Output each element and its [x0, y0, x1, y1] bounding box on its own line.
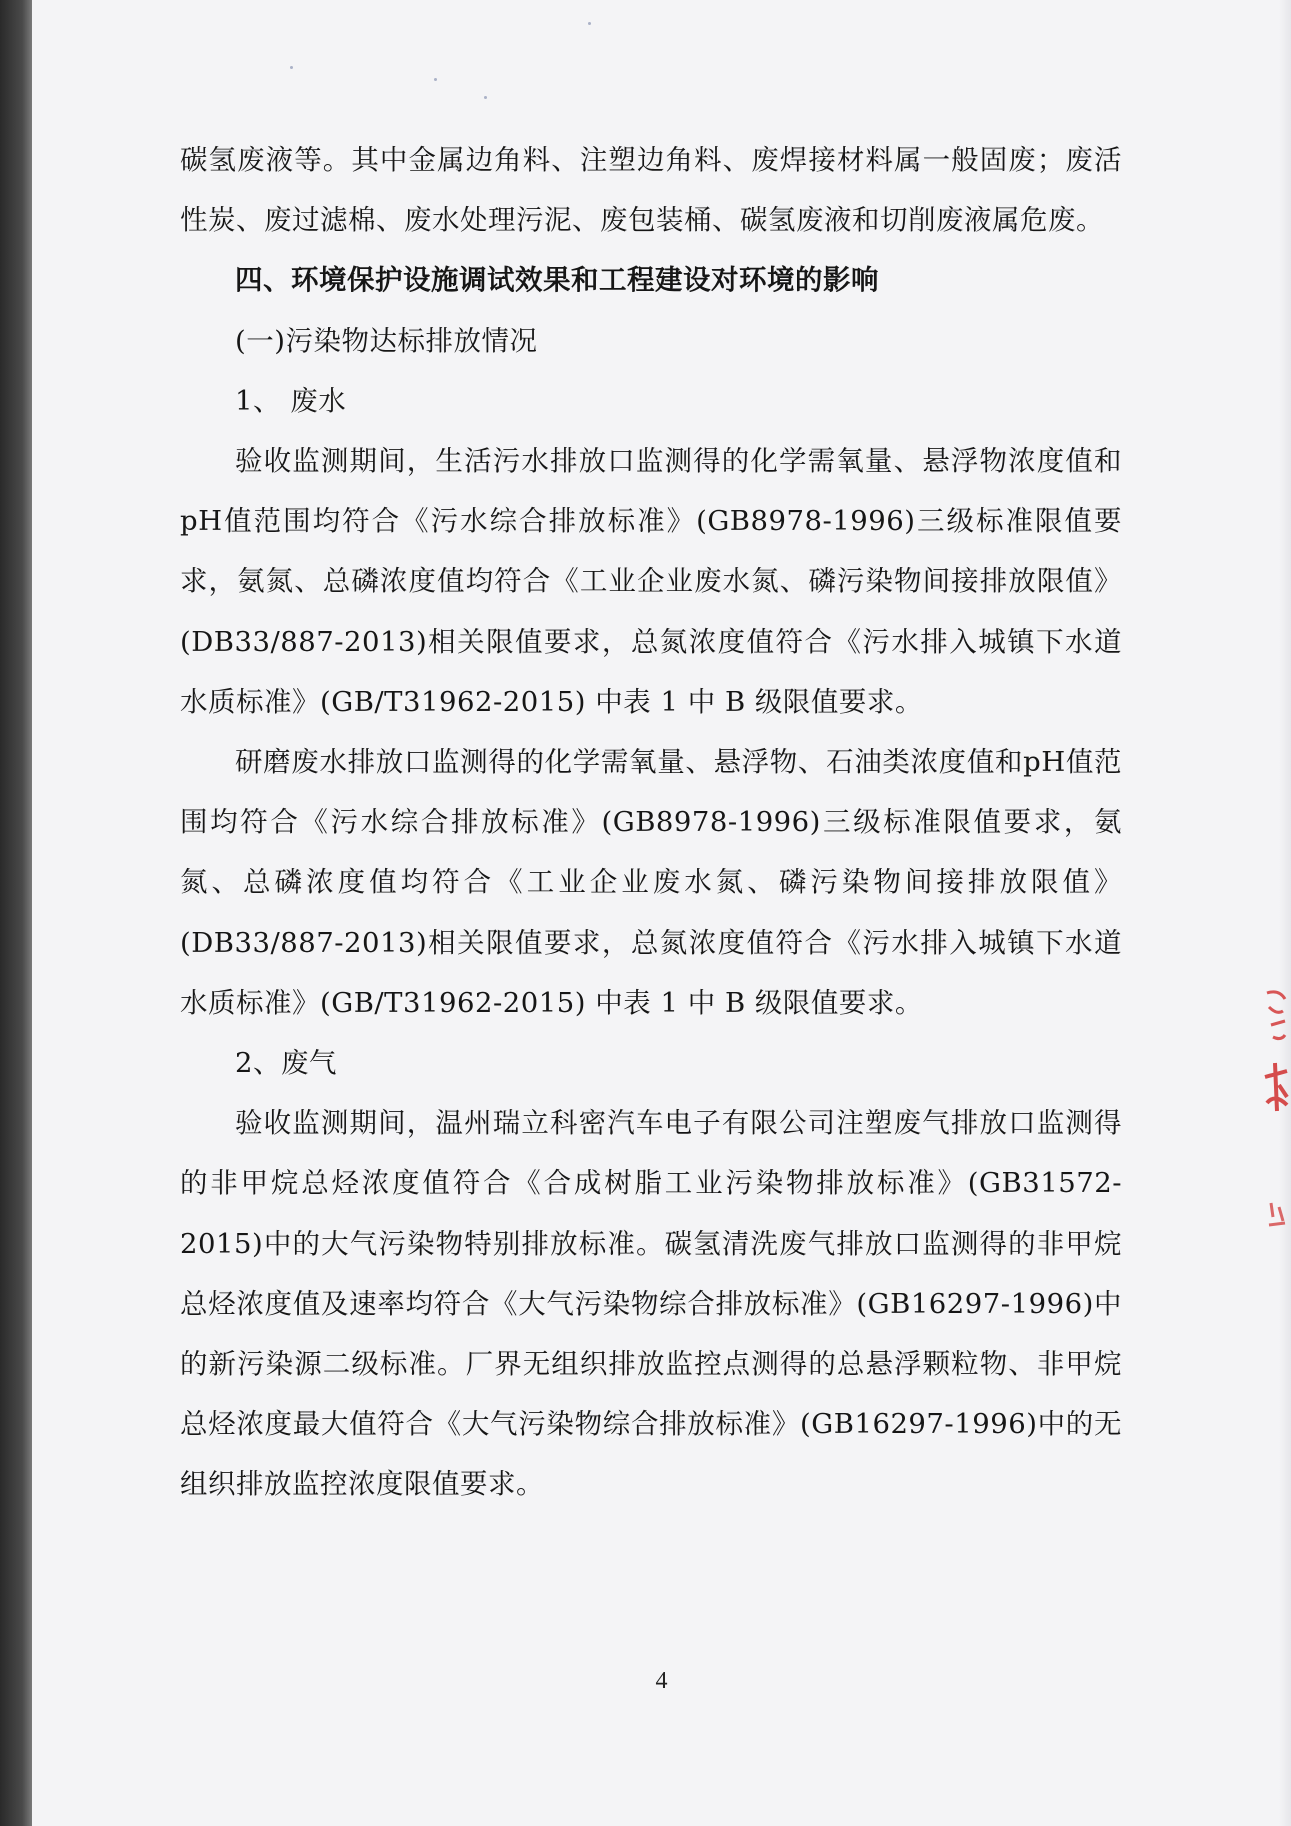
scan-left-edge-shadow	[0, 0, 32, 1826]
subsection-heading-wastewater: 1、 废水	[235, 384, 347, 417]
scan-speck	[434, 78, 437, 81]
scan-speck	[484, 96, 487, 99]
paragraph-waste-gas: 验收监测期间，温州瑞立科密汽车电子有限公司注塑废气排放口监测得的非甲烷总烃浓度值符合《合成树脂工业污染物排放标准》(GB31572-2015)中的大气污染物特别排放标准。碳氢清洗废气排放口监测得的非甲烷总烃浓度值及速率均符合《大气污染物综合排放标准》(GB16297-1996)中的新污染源二级标准。厂界无组织排放监控点测得的总悬浮颗粒物、非甲烷总烃浓度最大值符合《大气污染物综合排放标准》(GB16297-1996)中的无组织排放监控浓度限值要求。	[180, 1107, 1122, 1501]
scan-right-edge	[1279, 0, 1291, 1826]
scan-speck	[290, 66, 293, 69]
page-number: 4	[655, 1668, 668, 1694]
paragraph-grinding-wastewater: 研磨废水排放口监测得的化学需氧量、悬浮物、石油类浓度值和pH值范围均符合《污水综合排放标准》(GB8978-1996)三级标准限值要求，氨氮、总磷浓度值均符合《工业企业废水氮、磷污染物间接排放限值》(DB33/887-2013)相关限值要求，总氮浓度值符合《污水排入城镇下水道水质标准》(GB/T31962-2015) 中表 1 中 B 级限值要求。	[180, 746, 1122, 1019]
paragraph-solid-waste: 碳氢废液等。其中金属边角料、注塑边角料、废焊接材料属一般固废；废活性炭、废过滤棉、废水处理污泥、废包装桶、碳氢废液和切削废液属危废。	[180, 144, 1122, 237]
red-seal-fragment	[1259, 985, 1289, 1235]
paragraph-domestic-wastewater: 验收监测期间，生活污水排放口监测得的化学需氧量、悬浮物浓度值和pH值范围均符合《污水综合排放标准》(GB8978-1996)三级标准限值要求，氨氮、总磷浓度值均符合《工业企业废水氮、磷污染物间接排放限值》(DB33/887-2013)相关限值要求，总氮浓度值符合《污水排入城镇下水道水质标准》(GB/T31962-2015) 中表 1 中 B 级限值要求。	[180, 445, 1122, 718]
document-page	[32, 0, 1291, 1826]
document-body	[180, 130, 1122, 1515]
subsection-heading-waste-gas: 2、废气	[235, 1047, 337, 1080]
scan-speck	[588, 22, 591, 25]
subsection-heading-emissions-compliance: (一)污染物达标排放情况	[235, 324, 538, 357]
section-heading-environmental-impact: 四、环境保护设施调试效果和工程建设对环境的影响	[235, 264, 879, 297]
